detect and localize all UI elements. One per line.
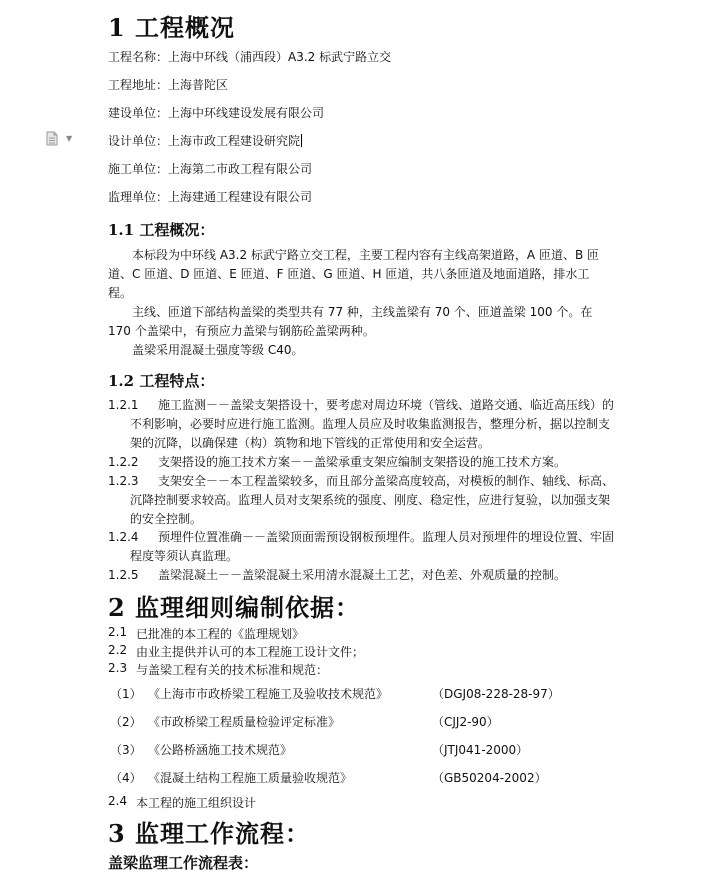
- basis-number: 2.4: [108, 794, 128, 808]
- standard-code: （GB50204-2002）: [432, 771, 547, 785]
- basis-text: 与盖梁工程有关的技术标准和规范：: [136, 663, 329, 677]
- project-name: 工程名称：上海中环线（浦西段）A3.2 标武宁路立交: [108, 50, 392, 64]
- standard-title: 《公路桥涵施工技术规范》: [148, 743, 293, 757]
- section-3-heading: 3 监理工作流程：: [108, 819, 311, 848]
- basis-number: 2.2: [108, 643, 128, 657]
- feature-text: 预埋件位置准确－－盖梁顶面需预设钢板预埋件。监理人员对预埋件的埋设位置、牢固程度等须认真监理。: [130, 530, 615, 563]
- feature-text: 施工监测－－盖梁支架搭设十，要考虑对周边环境（管线、道路交通、临近高压线）的不利影响，必要时应进行施工监测。监理人员应及时收集监测报告，整理分析，据以控制支架的沉降，以确保建（构）筑物和地下管线的正常使用和安全运营。: [130, 398, 615, 450]
- standard-code: （CJJ2-90）: [432, 715, 499, 729]
- standard-code: （JTJ041-2000）: [432, 743, 529, 757]
- basis-number: 2.1: [108, 625, 128, 639]
- feature-text: 支架安全－－本工程盖梁较多，而且部分盖梁高度较高，对模板的制作、轴线、标高、沉降控制要求较高。监理人员对支架系统的强度、刚度、稳定性，应进行复验，以加强支架的安全控制。: [130, 474, 615, 526]
- standard-title: 《上海市市政桥梁工程施工及验收技术规范》: [148, 687, 389, 701]
- feature-number: 1.2.5: [108, 568, 139, 582]
- standard-title: 《混凝土结构工程施工质量验收规范》: [148, 771, 353, 785]
- dropdown-arrow-icon[interactable]: ▼: [66, 134, 73, 143]
- standard-number: （4）: [110, 771, 142, 785]
- standard-number: （2）: [110, 715, 142, 729]
- standard-number: （3）: [110, 743, 142, 757]
- overview-paragraph-2: 主线、匝道下部结构盖梁的类型共有 77 种，主线盖梁有 70 个、匝道盖梁 100 个。在 170 个盖梁中，有预应力盖梁与钢筋砼盖梁两种。: [108, 305, 593, 338]
- standard-code: （DGJ08-228-28-97）: [432, 687, 560, 701]
- section-2-heading: 2 监理细则编制依据：: [108, 593, 361, 622]
- basis-text: 由业主提供并认可的本工程施工设计文件；: [136, 645, 365, 659]
- basis-text: 已批准的本工程的《监理规划》: [136, 627, 305, 641]
- overview-paragraph-3: 盖梁采用混凝土强度等级 C40。: [132, 343, 304, 357]
- basis-number: 2.3: [108, 661, 128, 675]
- feature-number: 1.2.4: [108, 530, 139, 544]
- basis-text: 本工程的施工组织设计: [136, 796, 257, 810]
- project-address: 工程地址：上海普陀区: [108, 78, 229, 92]
- supervision-unit: 监理单位：上海建通工程建设有限公司: [108, 190, 313, 204]
- standard-title: 《市政桥梁工程质量检验评定标准》: [148, 715, 341, 729]
- workflow-table-heading: 盖梁监理工作流程表：: [108, 854, 259, 872]
- feature-number: 1.2.2: [108, 455, 139, 469]
- feature-text: 支架搭设的施工技术方案－－盖梁承重支架应编制支架搭设的施工技术方案。: [158, 455, 567, 469]
- document-icon[interactable]: [46, 131, 58, 146]
- design-unit: 设计单位：上海市政工程建设研究院: [108, 134, 301, 148]
- standard-number: （1）: [110, 687, 142, 701]
- subsection-1-2-heading: 1.2 工程特点：: [108, 372, 215, 390]
- section-1-heading: 1 工程概况: [108, 13, 236, 42]
- construction-owner: 建设单位：上海中环线建设发展有限公司: [108, 106, 325, 120]
- subsection-1-1-heading: 1.1 工程概况：: [108, 221, 215, 239]
- overview-paragraph-1: 本标段为中环线 A3.2 标武宁路立交工程，主要工程内容有主线高架道路，A 匝道、B 匝道、C 匝道、D 匝道、E 匝道、F 匝道、G 匝道、H 匝道，共八条匝道及地面道路，排水工程。: [108, 248, 599, 300]
- text-cursor: [301, 134, 302, 147]
- construction-unit: 施工单位：上海第二市政工程有限公司: [108, 162, 313, 176]
- feature-number: 1.2.3: [108, 474, 139, 488]
- feature-text: 盖梁混凝土－－盖梁混凝土采用清水混凝土工艺，对色差、外观质量的控制。: [158, 568, 567, 582]
- feature-number: 1.2.1: [108, 398, 139, 412]
